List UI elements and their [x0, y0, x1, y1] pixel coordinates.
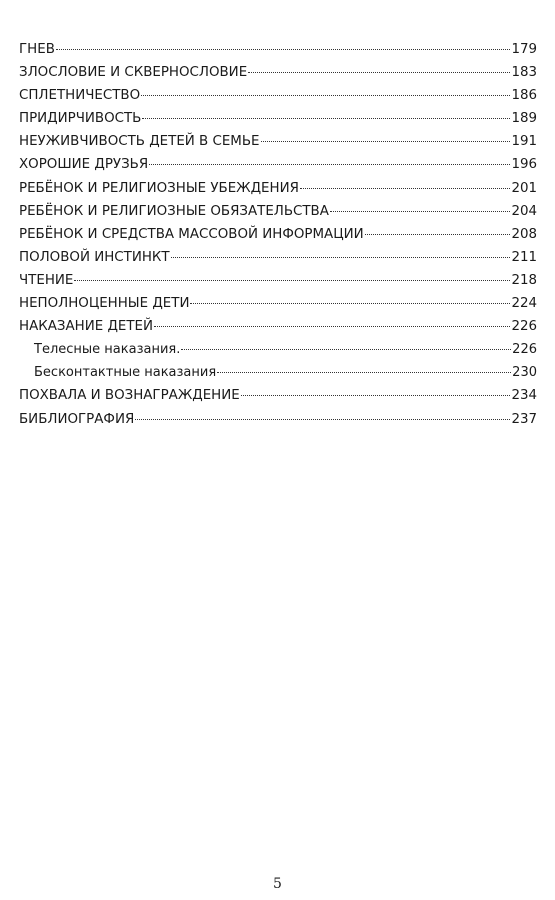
toc-dot-leader	[248, 72, 510, 73]
toc-entry-title: ХОРОШИЕ ДРУЗЬЯ	[19, 157, 149, 173]
toc-dot-leader	[261, 141, 511, 142]
page-number: 5	[273, 876, 282, 892]
toc-entry-family-conflict	[19, 134, 537, 157]
toc-entry-title: РЕБЁНОК И СРЕДСТВА МАССОВОЙ ИНФОРМАЦИИ	[19, 226, 364, 242]
toc-entry-religious-duties	[19, 204, 537, 227]
toc-entry-page: 189	[511, 111, 537, 127]
toc-dot-leader	[241, 395, 511, 396]
toc-entry-page: 226	[511, 319, 537, 335]
toc-entry-sexual-instinct	[19, 250, 537, 273]
toc-entry-title: ЧТЕНИЕ	[19, 272, 74, 288]
toc-entry-title: СПЛЕТНИЧЕСТВО	[19, 88, 141, 104]
toc-dot-leader	[330, 211, 511, 212]
toc-entry-title: РЕБЁНОК И РЕЛИГИОЗНЫЕ ОБЯЗАТЕЛЬСТВА	[19, 203, 329, 219]
toc-entry-title: БИБЛИОГРАФИЯ	[19, 411, 135, 427]
toc-dot-leader	[217, 372, 511, 373]
toc-dot-leader	[56, 49, 511, 50]
toc-entry-gossip	[19, 88, 537, 111]
toc-entry-bibliography	[19, 412, 537, 435]
toc-entry-title: ПОХВАЛА И ВОЗНАГРАЖДЕНИЕ	[19, 388, 240, 404]
toc-entry-reading	[19, 273, 537, 296]
toc-entry-page: 226	[512, 342, 537, 358]
toc-entry-title: ГНЕВ	[19, 42, 55, 57]
toc-entry-religious-beliefs	[19, 181, 537, 204]
toc-entry-title: ЗЛОСЛОВИЕ И СКВЕРНОСЛОВИЕ	[19, 65, 248, 81]
table-of-contents	[19, 42, 537, 435]
toc-entry-page: 196	[511, 157, 537, 173]
toc-entry-page: 237	[511, 411, 537, 427]
toc-entry-good-friends	[19, 157, 537, 180]
toc-entry-page: 234	[511, 388, 537, 404]
toc-entry-title: ПРИДИРЧИВОСТЬ	[19, 111, 142, 127]
toc-subentry-contactless-punishment	[19, 365, 537, 388]
toc-dot-leader	[365, 234, 511, 235]
toc-dot-leader	[181, 349, 511, 350]
toc-dot-leader	[154, 326, 510, 327]
toc-entry-page: 183	[511, 65, 537, 81]
toc-entry-praise-reward	[19, 388, 537, 411]
toc-entry-page: 179	[511, 42, 537, 57]
toc-dot-leader	[171, 257, 511, 258]
toc-entry-page: 186	[511, 88, 537, 104]
toc-entry-title: НАКАЗАНИЕ ДЕТЕЙ	[19, 319, 154, 335]
toc-entry-disabled-children	[19, 296, 537, 319]
toc-entry-title: ПОЛОВОЙ ИНСТИНКТ	[19, 249, 170, 265]
toc-entry-page: 208	[511, 226, 537, 242]
toc-subentry-corporal-punishment	[19, 342, 537, 365]
toc-entry-title: РЕБЁНОК И РЕЛИГИОЗНЫЕ УБЕЖДЕНИЯ	[19, 180, 299, 196]
toc-entry-nitpicking	[19, 111, 537, 134]
toc-dot-leader	[149, 164, 510, 165]
toc-entry-anger	[19, 42, 537, 65]
toc-entry-page: 211	[511, 249, 537, 265]
toc-dot-leader	[135, 419, 510, 420]
toc-entry-slander	[19, 65, 537, 88]
toc-entry-punishment	[19, 319, 537, 342]
toc-entry-title: Бесконтактные наказания	[34, 365, 217, 381]
toc-dot-leader	[190, 303, 510, 304]
toc-entry-page: 201	[511, 180, 537, 196]
toc-entry-title: НЕПОЛНОЦЕННЫЕ ДЕТИ	[19, 296, 190, 312]
toc-entry-page: 204	[511, 203, 537, 219]
toc-entry-mass-media	[19, 227, 537, 250]
toc-entry-page: 191	[511, 134, 537, 150]
toc-entry-page: 230	[512, 365, 537, 381]
toc-entry-title: НЕУЖИВЧИВОСТЬ ДЕТЕЙ В СЕМЬЕ	[19, 134, 260, 150]
toc-dot-leader	[141, 95, 510, 96]
toc-entry-page: 224	[511, 296, 537, 312]
toc-entry-title: Телесные наказания.	[34, 342, 181, 358]
toc-dot-leader	[142, 118, 510, 119]
toc-entry-page: 218	[511, 272, 537, 288]
toc-dot-leader	[300, 188, 511, 189]
toc-dot-leader	[74, 280, 510, 281]
